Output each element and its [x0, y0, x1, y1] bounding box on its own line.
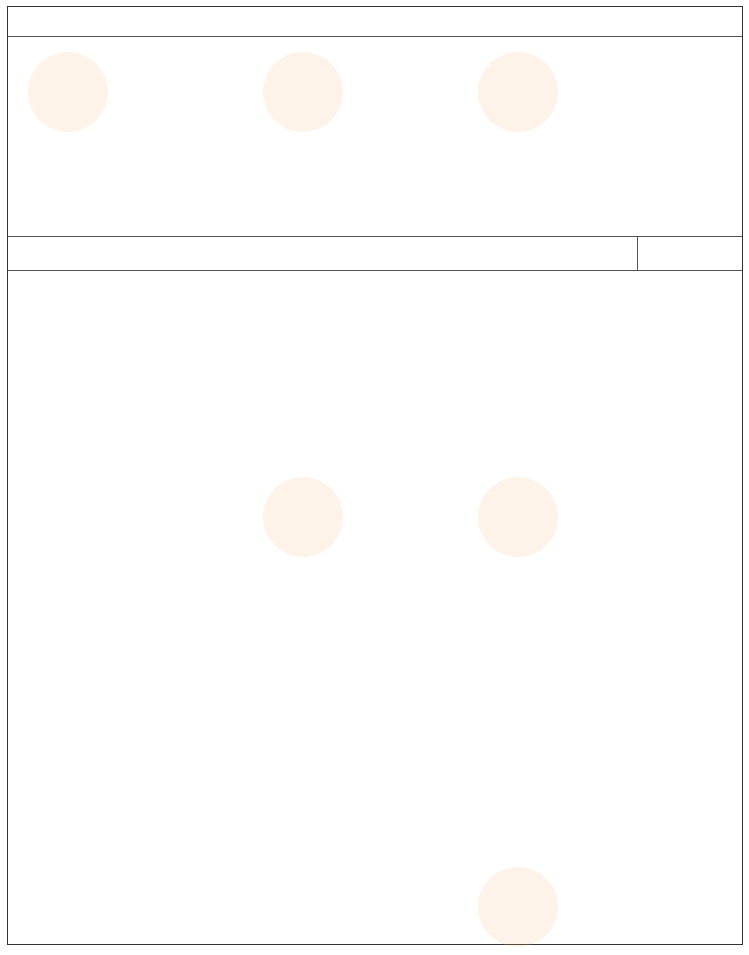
- table-header-row: [8, 237, 742, 271]
- group-row: [8, 7, 742, 37]
- watermark-logo: [263, 477, 343, 557]
- watermark-logo: [478, 867, 558, 947]
- question-block: [8, 37, 742, 237]
- watermark-logo: [478, 477, 558, 557]
- exam-sheet: [7, 6, 743, 945]
